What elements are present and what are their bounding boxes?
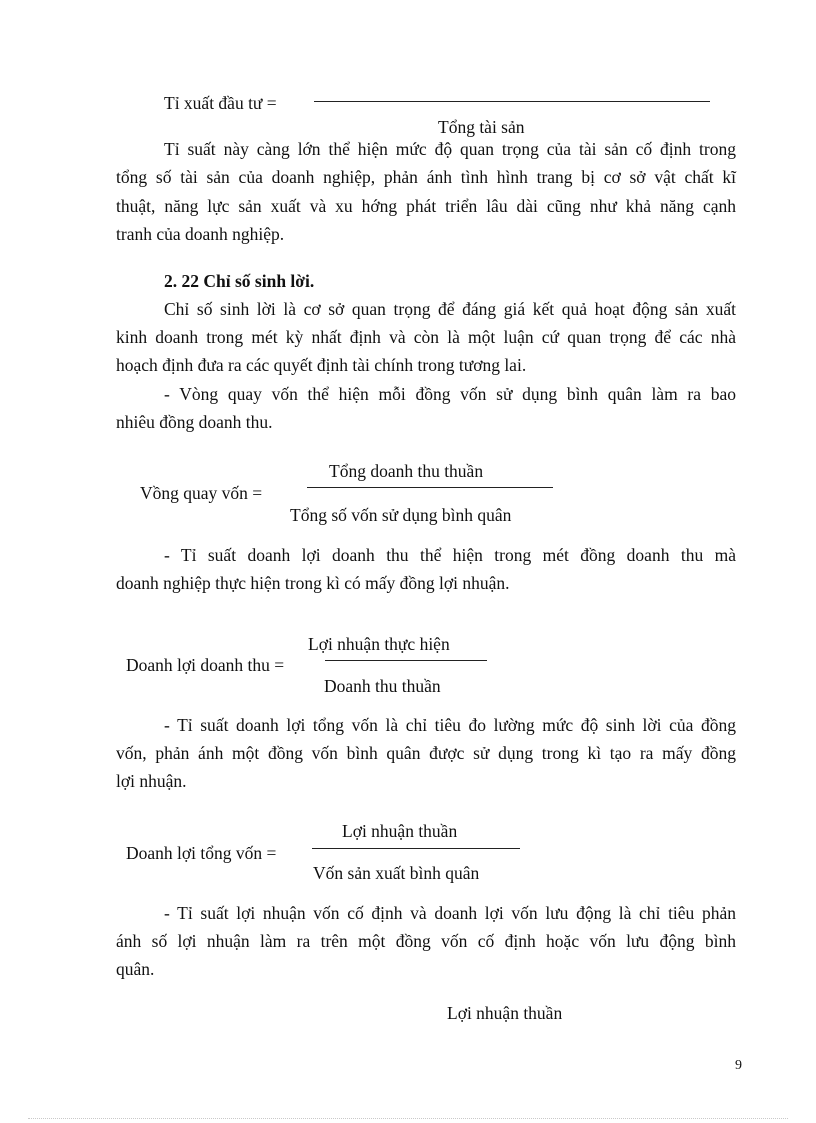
- formula-capital-numerator: Lợi nhuận thuần: [342, 821, 458, 841]
- text-line: hoạch định đưa ra các quyết định tài chính trong tương lai.: [116, 355, 527, 375]
- text-line: tổng số tài sản của doanh nghiệp, phản ánh tình hình trang bị cơ sở vật chất kĩ: [116, 167, 736, 187]
- text-line: - Vòng quay vốn thể hiện mỗi đồng vốn sử dụng bình quân làm ra bao: [164, 384, 736, 404]
- page-footer-divider: [28, 1118, 788, 1119]
- text-line: kinh doanh trong mét kỳ nhất định và còn là một luận cứ quan trọng để các nhà: [116, 327, 736, 347]
- formula-turnover-numerator: Tổng doanh thu thuần: [329, 461, 484, 481]
- text-line: - Tỉ suất doanh lợi tổng vốn là chỉ tiêu đo lường mức độ sinh lời của đồng: [164, 715, 736, 735]
- fraction-bar: [312, 848, 520, 849]
- text-line: lợi nhuận.: [116, 771, 187, 791]
- text-line: nhiêu đồng doanh thu.: [116, 412, 273, 432]
- text-line: doanh nghiệp thực hiện trong kì có mấy đồng lợi nhuận.: [116, 573, 510, 593]
- text-line: tranh của doanh nghiệp.: [116, 224, 285, 244]
- text-line: vốn, phản ánh một đồng vốn bình quân được sử dụng trong kì tạo ra mấy đồng: [116, 743, 736, 763]
- text-line: - Tỉ suất doanh lợi doanh thu thể hiện trong mét đồng doanh thu mà: [164, 545, 736, 565]
- formula-turnover-label: Vồng quay vốn =: [140, 483, 263, 503]
- text-line: Tỉ suất này càng lớn thể hiện mức độ quan trọng của tài sản cố định trong: [164, 139, 736, 159]
- formula-capital-label: Doanh lợi tổng vốn =: [126, 843, 277, 863]
- fraction-bar: [307, 487, 553, 488]
- text-line: - Tỉ suất lợi nhuận vốn cố định và doanh lợi vốn lưu động là chỉ tiêu phản: [164, 903, 736, 923]
- formula-revenue-numerator: Lợi nhuận thực hiện: [308, 634, 450, 654]
- page-number: 9: [735, 1058, 742, 1073]
- formula-turnover-denominator: Tổng số vốn sử dụng bình quân: [290, 505, 512, 525]
- section-heading: 2. 22 Chỉ số sinh lời.: [164, 271, 315, 291]
- text-line: thuật, năng lực sản xuất và xu hớng phát triển lâu dài cũng như khả năng cạnh: [116, 196, 736, 216]
- formula-revenue-label: Doanh lợi doanh thu =: [126, 655, 285, 675]
- fraction-bar: [325, 660, 487, 661]
- trailing-numerator: Lợi nhuận thuần: [447, 1003, 563, 1023]
- formula-investment-label: Tỉ xuất đầu tư =: [164, 93, 277, 113]
- fraction-bar: [314, 101, 710, 102]
- formula-revenue-denominator: Doanh thu thuần: [324, 676, 441, 696]
- text-line: Chỉ số sinh lời là cơ sở quan trọng để đáng giá kết quả hoạt động sản xuất: [164, 299, 736, 319]
- text-line: quân.: [116, 959, 155, 979]
- formula-investment-denominator: Tổng tài sản: [438, 117, 525, 137]
- text-line: ánh số lợi nhuận làm ra trên một đồng vốn cố định hoặc vốn lưu động bình: [116, 931, 736, 951]
- formula-capital-denominator: Vốn sản xuất bình quân: [313, 863, 480, 883]
